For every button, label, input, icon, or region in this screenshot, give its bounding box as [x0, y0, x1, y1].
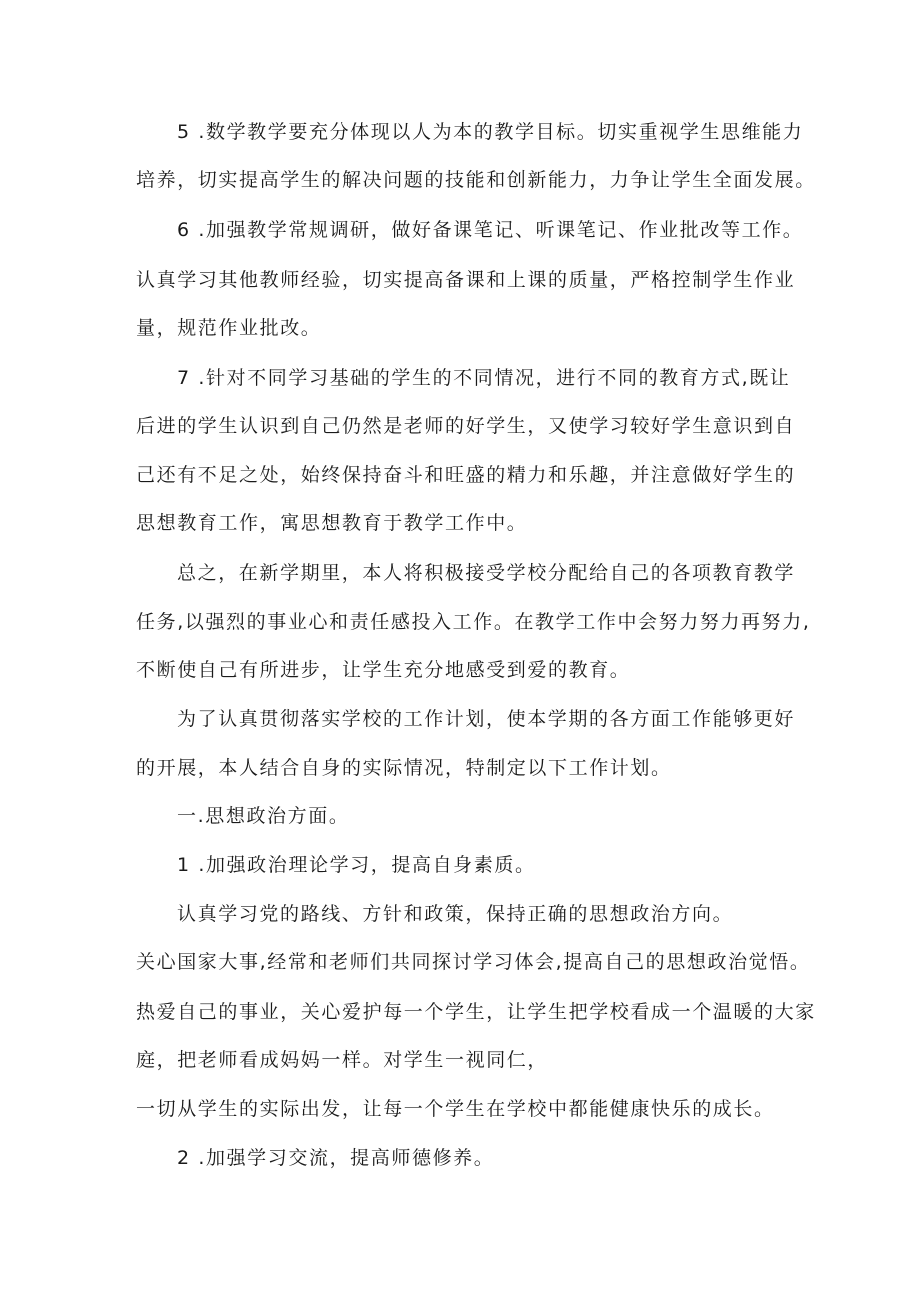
paragraph-line: 庭，把老师看成妈妈一样。对学生一视同仁，: [136, 1049, 549, 1071]
paragraph-line: 培养，切实提高学生的解决问题的技能和创新能力，力争让学生全面发展。: [136, 169, 816, 191]
paragraph-line: 己还有不足之处，始终保持奋斗和旺盛的精力和乐趣，并注意做好学生的: [136, 464, 796, 486]
subsection-heading: 2 .加强学习交流，提高师德修养。: [177, 1147, 495, 1169]
paragraph-line: 6 .加强教学常规调研，做好备课笔记、听课笔记、作业批改等工作。: [177, 219, 804, 241]
paragraph-line: 7 .针对不同学习基础的学生的不同情况，进行不同的教育方式,既让: [177, 367, 791, 389]
paragraph-line: 关心国家大事,经常和老师们共同探讨学习体会,提高自己的思想政治觉悟。: [136, 951, 811, 973]
paragraph-line: 任务,以强烈的事业心和责任感投入工作。在教学工作中会努力努力再努力,: [136, 611, 811, 633]
paragraph-line: 后进的学生认识到自己仍然是老师的好学生，又使学习较好学生意识到自: [136, 415, 796, 437]
paragraph-line: 5 .数学教学要充分体现以人为本的教学目标。切实重视学生思维能力: [177, 121, 804, 143]
paragraph-line: 认真学习党的路线、方针和政策，保持正确的思想政治方向。: [177, 903, 734, 925]
paragraph-line: 的开展，本人结合自身的实际情况，特制定以下工作计划。: [136, 757, 672, 779]
paragraph-line: 量，规范作业批改。: [136, 317, 322, 339]
paragraph-line: 思想教育工作，寓思想教育于教学工作中。: [136, 512, 528, 534]
subsection-heading: 1 .加强政治理论学习，提高自身素质。: [177, 854, 536, 876]
paragraph-line: 一切从学生的实际出发，让每一个学生在学校中都能健康快乐的成长。: [136, 1098, 775, 1120]
section-heading: 一.思想政治方面。: [177, 805, 350, 827]
paragraph-line: 总之，在新学期里，本人将积极接受学校分配给自己的各项教育教学: [177, 562, 796, 584]
paragraph-line: 热爱自己的事业，关心爱护每一个学生，让学生把学校看成一个温暖的大家: [136, 1001, 816, 1023]
paragraph-line: 不断使自己有所进步，让学生充分地感受到爱的教育。: [136, 659, 631, 681]
paragraph-line: 认真学习其他教师经验，切实提高备课和上课的质量，严格控制学生作业: [136, 269, 796, 291]
paragraph-line: 为了认真贯彻落实学校的工作计划，使本学期的各方面工作能够更好: [177, 708, 796, 730]
